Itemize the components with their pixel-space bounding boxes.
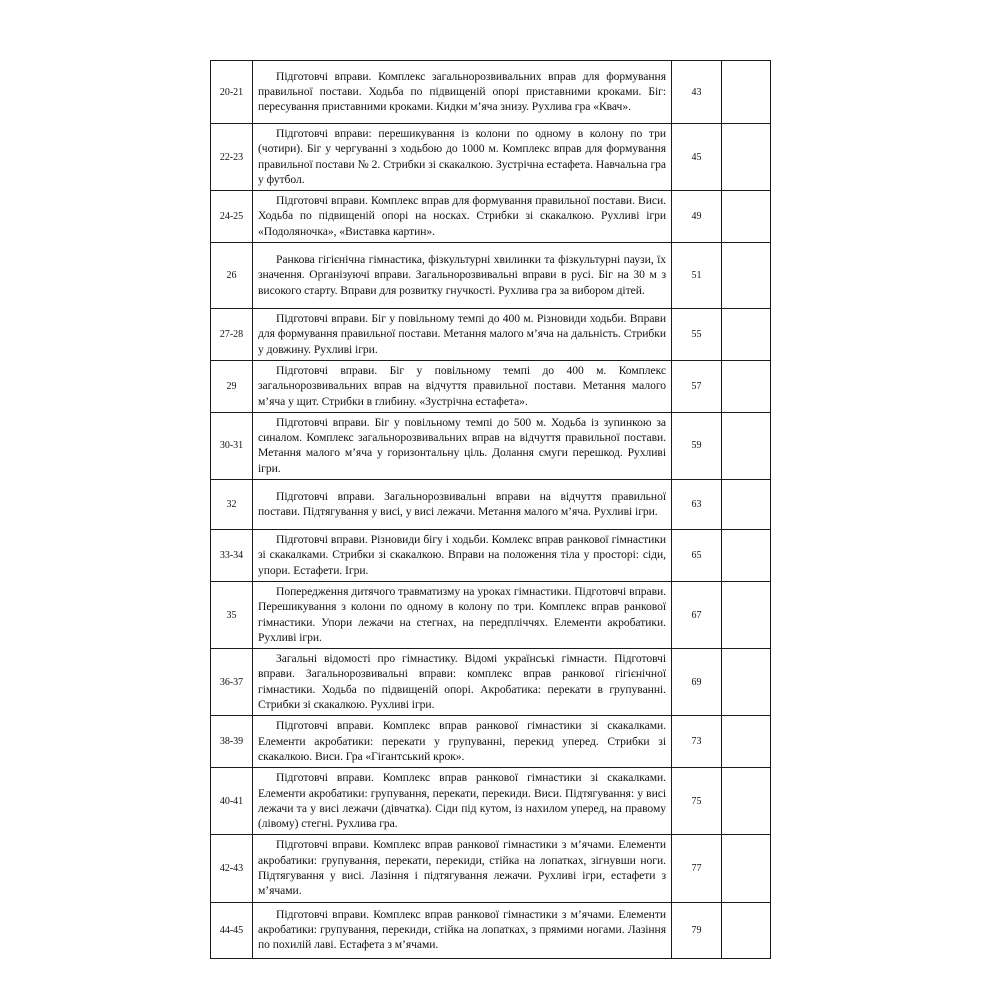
table-row xyxy=(211,768,771,835)
empty-cell xyxy=(722,61,771,124)
table-row xyxy=(211,124,771,191)
empty-cell xyxy=(722,716,771,768)
empty-cell xyxy=(722,309,771,361)
empty-cell xyxy=(722,530,771,582)
page-number: 77 xyxy=(672,835,722,902)
empty-cell xyxy=(722,649,771,716)
lesson-content: Підготовчі вправи: перешикування із колони по одному в колону по три (чотири). Біг у чергуванні з ходьбою до 1000 м. Комплекс вправ для формування правильної постави № 2. Стрибки зі скакалкою. Зустрічна естафета. Навчальна гра у футбол. xyxy=(253,124,672,191)
lesson-content: Ранкова гігієнічна гімнастика, фізкультурні хвилинки та фізкультурні паузи, їх значення. Організуючі вправи. Загальнорозвивальні вправи в русі. Біг на 30 м з високого старту. Вправи для розвитку гнучкості. Рухлива гра за вибором дітей. xyxy=(253,243,672,309)
table-row xyxy=(211,412,771,479)
empty-cell xyxy=(722,902,771,958)
page-number: 73 xyxy=(672,716,722,768)
table-row xyxy=(211,61,771,124)
page-number: 63 xyxy=(672,480,722,530)
lesson-number: 33-34 xyxy=(211,530,253,582)
lesson-content: Підготовчі вправи. Комплекс вправ ранкової гімнастики з м’ячами. Елементи акробатики: групування, перекиди, стійка на лопатках, з прямими ногами. Лазіння по похилій лаві. Естафета з м’ячами. xyxy=(253,902,672,958)
lesson-content: Підготовчі вправи. Комплекс загальнорозвивальних вправ для формування правильної постави. Ходьба по підвищеній опорі приставними кроками. Біг: пересування приставними кроками. Кидки м’яча знизу. Рухлива гра «Квач». xyxy=(253,61,672,124)
lesson-number: 36-37 xyxy=(211,649,253,716)
page-number: 51 xyxy=(672,243,722,309)
empty-cell xyxy=(722,191,771,243)
page-number: 45 xyxy=(672,124,722,191)
lesson-content: Підготовчі вправи. Комплекс вправ ранкової гімнастики з м’ячами. Елементи акробатики: групування, перекати, перекиди, стійка на лопатках, зігнувши ноги. Підтягування у висі. Лазіння і підтягування лежачи. Рухливі ігри, естафети з м’ячами. xyxy=(253,835,672,902)
lesson-number: 26 xyxy=(211,243,253,309)
table-row xyxy=(211,581,771,648)
empty-cell xyxy=(722,243,771,309)
empty-cell xyxy=(722,768,771,835)
table-row xyxy=(211,530,771,582)
lesson-content: Попередження дитячого травматизму на уроках гімнастики. Підготовчі вправи. Перешикування з колони по одному в колону по три. Комплекс вправ ранкової гімнастики. Упори лежачи на стегнах, на передпліччях. Елементи акробатики. Рухливі ігри. xyxy=(253,581,672,648)
table-row xyxy=(211,480,771,530)
page-number: 43 xyxy=(672,61,722,124)
lesson-number: 32 xyxy=(211,480,253,530)
lesson-number: 42-43 xyxy=(211,835,253,902)
empty-cell xyxy=(722,360,771,412)
lesson-content: Підготовчі вправи. Загальнорозвивальні вправи на відчуття правильної постави. Підтягування у висі, у висі лежачи. Метання малого м’яча. Рухливі ігри. xyxy=(253,480,672,530)
lesson-number: 29 xyxy=(211,360,253,412)
page-number: 55 xyxy=(672,309,722,361)
table-row xyxy=(211,309,771,361)
lesson-content: Загальні відомості про гімнастику. Відомі українські гімнасти. Підготовчі вправи. Загальнорозвивальні вправи: комплекс вправ ранкової гігієнічної гімнастики. Ходьба по підвищеній опорі. Акробатика: перекати в групуванні. Стрибки зі скакалкою. Рухливі ігри. xyxy=(253,649,672,716)
table-row xyxy=(211,191,771,243)
lesson-number: 30-31 xyxy=(211,412,253,479)
lesson-number: 24-25 xyxy=(211,191,253,243)
empty-cell xyxy=(722,412,771,479)
empty-cell xyxy=(722,124,771,191)
page-number: 75 xyxy=(672,768,722,835)
empty-cell xyxy=(722,581,771,648)
empty-cell xyxy=(722,835,771,902)
page-number: 69 xyxy=(672,649,722,716)
lesson-content: Підготовчі вправи. Біг у повільному темпі до 400 м. Комплекс загальнорозвивальних вправ на відчуття правильної постави. Метання малого м’яча у щит. Стрибки в глибину. «Зустрічна естафета». xyxy=(253,360,672,412)
lesson-number: 20-21 xyxy=(211,61,253,124)
lesson-content: Підготовчі вправи. Різновиди бігу і ходьби. Комлекс вправ ранкової гімнастики зі скакалками. Стрибки зі скакалкою. Вправи на положення тіла у просторі: сіди, упори. Естафети. Ігри. xyxy=(253,530,672,582)
table-row xyxy=(211,835,771,902)
table-row xyxy=(211,649,771,716)
lesson-content: Підготовчі вправи. Комплекс вправ ранкової гімнастики зі скакалками. Елементи акробатики: перекати у групуванні, перекид уперед. Стрибки зі скакалкою. Виси. Гра «Гігантський крок». xyxy=(253,716,672,768)
lesson-content: Підготовчі вправи. Біг у повільному темпі до 400 м. Різновиди ходьби. Вправи для формування правильної постави. Метання малого м’яча на дальність. Стрибки у довжину. Рухливі ігри. xyxy=(253,309,672,361)
lesson-number: 38-39 xyxy=(211,716,253,768)
page-number: 79 xyxy=(672,902,722,958)
page-number: 49 xyxy=(672,191,722,243)
lesson-table xyxy=(210,60,771,959)
lesson-number: 35 xyxy=(211,581,253,648)
page-number: 65 xyxy=(672,530,722,582)
empty-cell xyxy=(722,480,771,530)
lesson-number: 22-23 xyxy=(211,124,253,191)
lesson-content: Підготовчі вправи. Комплекс вправ для формування правильної постави. Виси. Ходьба по підвищеній опорі на носках. Стрибки зі скакалкою. Рухливі ігри «Подоляночка», «Виставка картин». xyxy=(253,191,672,243)
lesson-content: Підготовчі вправи. Біг у повільному темпі до 500 м. Ходьба із зупинкою за синалом. Комплекс загальнорозвивальних вправ на відчуття правильної постави. Метання малого м’яча у горизонтальну ціль. Долання смуги перешкод. Рухливі ігри. xyxy=(253,412,672,479)
lesson-number: 27-28 xyxy=(211,309,253,361)
table-row xyxy=(211,360,771,412)
page-number: 57 xyxy=(672,360,722,412)
lesson-number: 44-45 xyxy=(211,902,253,958)
table-row xyxy=(211,902,771,958)
table-row xyxy=(211,243,771,309)
page-number: 59 xyxy=(672,412,722,479)
page-number: 67 xyxy=(672,581,722,648)
lesson-content: Підготовчі вправи. Комплекс вправ ранкової гімнастики зі скакалками. Елементи акробатики: групування, перекати, перекиди. Виси. Підтягування: у висі лежачи та у висі лежачи (дівчатка). Сіди під кутом, із нахилом уперед, на правому (лівому) стегні. Рухлива гра. xyxy=(253,768,672,835)
lesson-number: 40-41 xyxy=(211,768,253,835)
table-row xyxy=(211,716,771,768)
